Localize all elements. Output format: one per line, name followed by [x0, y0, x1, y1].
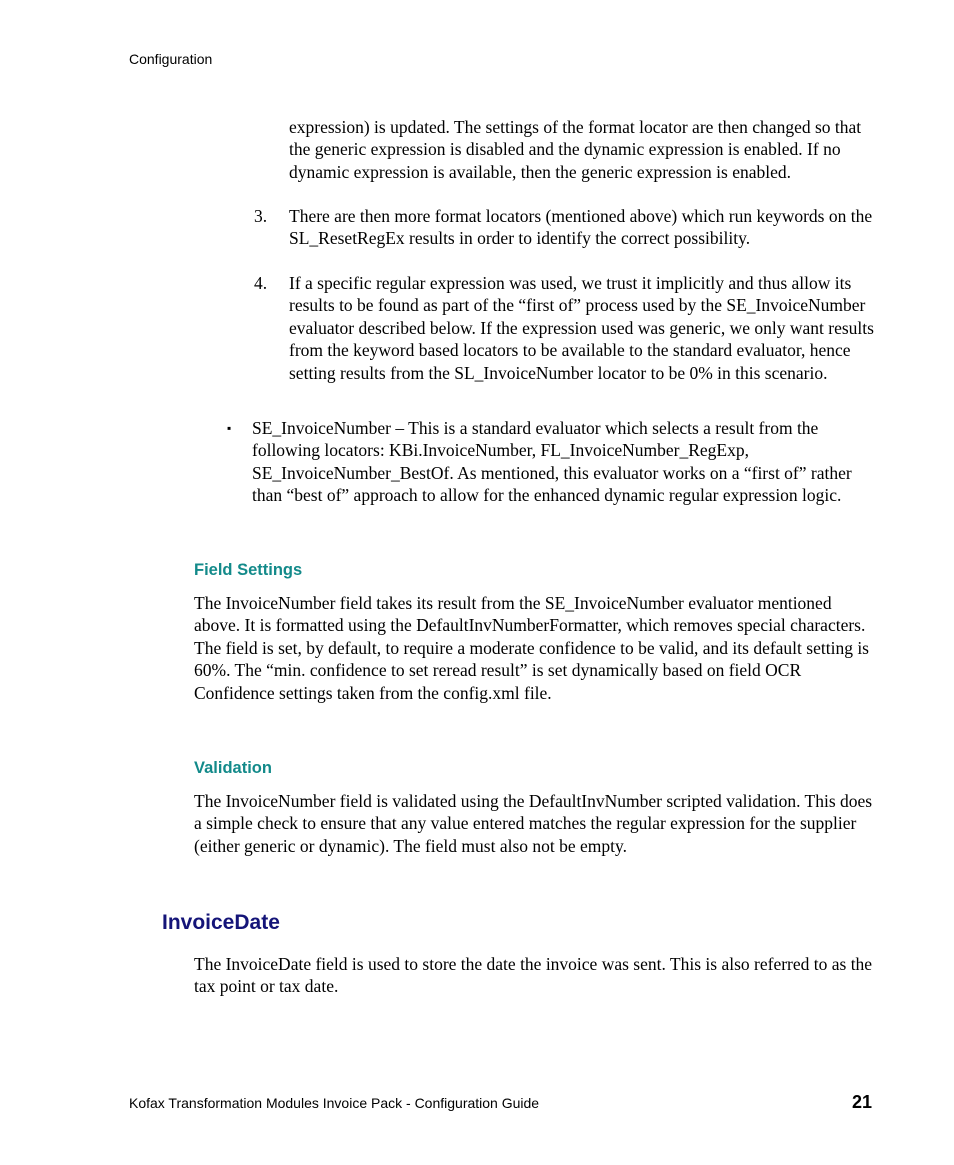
validation-heading: Validation — [194, 759, 272, 777]
list-item-number: 3. — [254, 206, 268, 226]
field-settings-paragraph: The InvoiceNumber field takes its result from the SE_InvoiceNumber evaluator mentioned above. It is formatted using the DefaultInvNumberFormatter, which removes special characters. The field is set, by default, to require a moderate confidence to be valid, and its default setting is 60%. The “min. confidence to set reread result” is set dynamically based on field OCR Confidence settings taken from the config.xml file. — [194, 593, 869, 703]
page-number: 21 — [851, 1092, 872, 1112]
list-item-continuation: expression) is updated. The settings of the format locator are then changed so that the generic expression is disabled and the dynamic expression is enabled. If no dynamic expression is available, then the generic expression is enabled. — [289, 117, 862, 182]
footer-title: Kofax Transformation Modules Invoice Pack - Configuration Guide — [129, 1095, 540, 1111]
list-item — [254, 272, 879, 384]
square-bullet-icon: ▪ — [227, 421, 232, 435]
field-settings-heading: Field Settings — [194, 561, 303, 579]
invoice-date-paragraph: The InvoiceDate field is used to store the date the invoice was sent. This is also referred to as the tax point or tax date. — [194, 954, 873, 997]
list-item — [254, 205, 879, 250]
list-item-number: 4. — [254, 273, 268, 293]
running-header: Configuration — [129, 51, 213, 67]
invoice-date-heading: InvoiceDate — [162, 911, 280, 934]
list-item-text: There are then more format locators (mentioned above) which run keywords on the SL_ResetRegEx results in order to identify the correct possibility. — [289, 206, 873, 249]
bullet-item — [227, 417, 879, 507]
bullet-item-text: SE_InvoiceNumber – This is a standard evaluator which selects a result from the following locators: KBi.InvoiceNumber, FL_InvoiceNumber_RegExp, SE_InvoiceNumber_BestOf. As mentioned, this evaluator works on a “first of” rather than “best of” approach to allow for the enhanced dynamic regular expression logic. — [252, 418, 852, 506]
list-item-text: If a specific regular expression was used, we trust it implicitly and thus allow its results to be found as part of the “first of” process used by the SE_InvoiceNumber evaluator described below. If the expression used was generic, we only want results from the keyword based locators to be available to the standard evaluator, hence setting results from the SL_InvoiceNumber locator to be 0% in this scenario. — [289, 273, 874, 383]
validation-paragraph: The InvoiceNumber field is validated using the DefaultInvNumber scripted validation. This does a simple check to ensure that any value entered matches the regular expression for the supplier (either generic or dynamic). The field must also not be empty. — [194, 791, 873, 856]
